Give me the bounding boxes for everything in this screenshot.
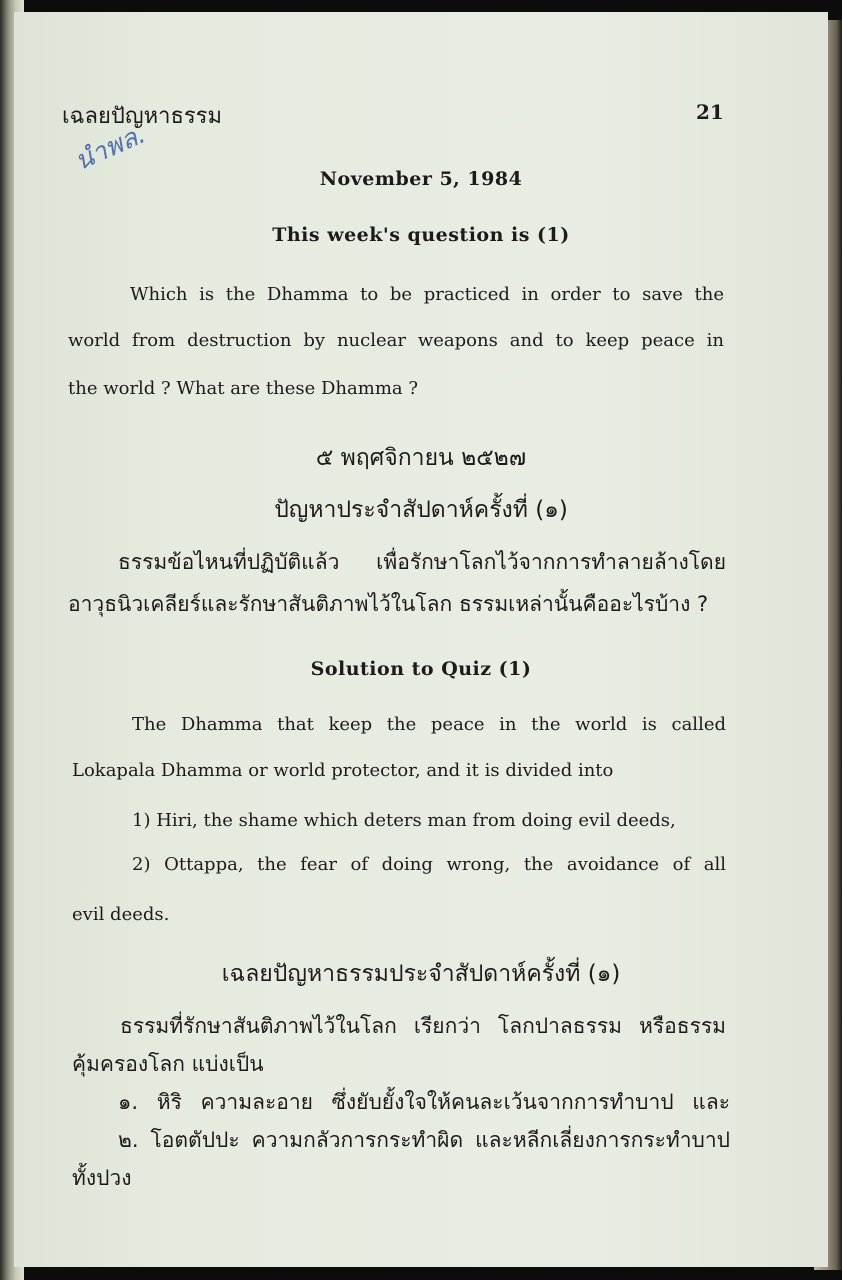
question-line-th: ธรรมข้อไหนที่ปฏิบัติแล้ว เพื่อรักษาโลกไว้จากการทำลายล้างโดย [118,550,726,574]
question-line-en: world from destruction by nuclear weapons and to keep peace in [68,330,724,351]
handwritten-note: นำพล. [70,119,150,177]
solution-item-1-en: 1) Hiri, the shame which deters man from doing evil deeds, [132,810,676,831]
solution-line-th: ทั้งปวง [72,1166,132,1190]
question-heading-th: ปัญหาประจำสัปดาห์ครั้งที่ (๑) [274,497,568,523]
solution-line-en: Lokapala Dhamma or world protector, and it is divided into [72,760,614,781]
question-date-en: November 5, 1984 [319,168,523,190]
question-line-en: Which is the Dhamma to be practiced in order to save the [130,284,724,305]
solution-line-en: The Dhamma that keep the peace in the world is called [132,714,726,735]
solution-heading-th: เฉลยปัญหาธรรมประจำสัปดาห์ครั้งที่ (๑) [221,961,621,987]
solution-item-2-en: 2) Ottappa, the fear of doing wrong, the avoidance of all [132,854,726,875]
question-heading-en: This week's question is (1) [272,224,570,246]
question-line-th: อาวุธนิวเคลียร์และรักษาสันติภาพไว้ในโลก ธรรมเหล่านั้นคืออะไรบ้าง ? [68,592,709,616]
solution-heading-en: Solution to Quiz (1) [310,658,532,680]
solution-item-2-th: ๒. โอตตัปปะ ความกลัวการกระทำผิด และหลีกเลี่ยงการกระทำบาป [118,1128,730,1152]
solution-item-1-th: ๑. หิริ ความละอาย ซึ่งยับยั้งใจให้คนละเว้นจากการทำบาป และ [118,1090,730,1114]
solution-line-en: evil deeds. [72,904,170,925]
question-line-en: the world ? What are these Dhamma ? [68,378,418,399]
question-date-th: ๕ พฤศจิกายน ๒๕๒๗ [315,445,527,471]
book-page [14,12,828,1267]
solution-line-th: คุ้มครองโลก แบ่งเป็น [72,1052,264,1076]
running-title: เฉลยปัญหาธรรม [62,104,223,129]
solution-line-th: ธรรมที่รักษาสันติภาพไว้ในโลก เรียกว่า โลกปาลธรรม หรือธรรม [120,1014,726,1038]
page-number: 21 [696,100,724,124]
